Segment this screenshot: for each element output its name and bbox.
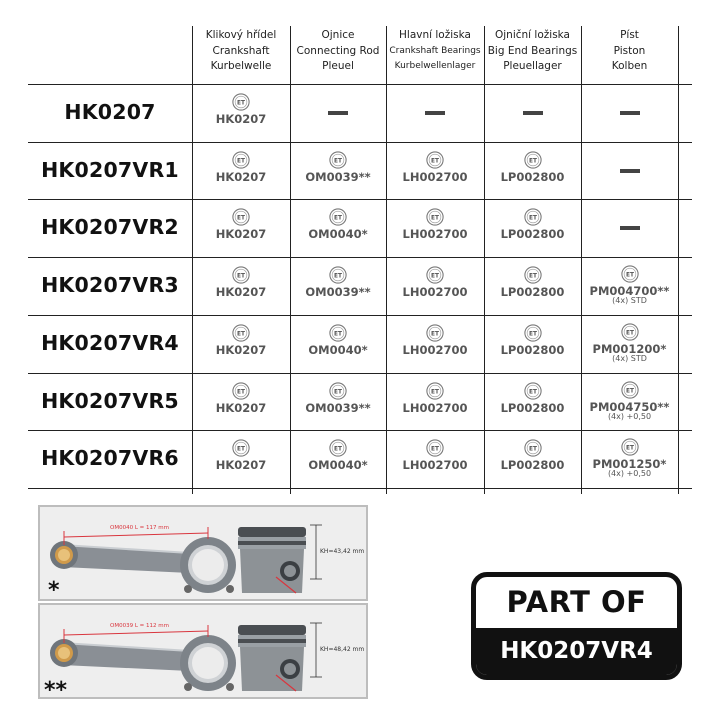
kit-code: HK0207: [64, 100, 156, 124]
kit-code: HK0207VR1: [41, 157, 179, 182]
et-logo-icon: [524, 439, 542, 457]
badge-kit-code: HK0207VR4: [476, 628, 677, 675]
row-divider: [28, 84, 692, 85]
row-divider: [28, 373, 692, 374]
column-divider: [290, 26, 291, 494]
photo-om0039: [38, 603, 368, 699]
column-header: [290, 28, 386, 84]
part-cell: [290, 151, 386, 184]
svg-text:ET: ET: [431, 331, 439, 338]
piston-image: [238, 625, 306, 691]
et-logo-icon: [232, 93, 250, 111]
row-divider: [28, 199, 692, 200]
not-included-dash: [620, 226, 640, 230]
part-cell: [193, 382, 289, 415]
part-cell: [193, 208, 289, 241]
part-cell: [387, 382, 483, 415]
et-logo-icon: [426, 324, 444, 342]
rod-length-label: OM0040 L = 117 mm: [110, 525, 169, 531]
svg-text:ET: ET: [528, 331, 537, 338]
not-included-dash: [328, 111, 348, 115]
part-cell: [485, 266, 581, 299]
part-number: LH002700: [402, 227, 468, 242]
rod-length-label: OM0039 L = 112 mm: [110, 623, 169, 629]
column-header: [484, 28, 581, 84]
part-number: LH002700: [402, 400, 468, 415]
row-divider: [28, 488, 692, 489]
et-logo-icon: [329, 324, 347, 342]
part-number: LH002700: [402, 169, 468, 184]
part-number: HK0207: [215, 169, 267, 184]
header-en: Crankshaft Bearings: [389, 45, 481, 56]
badge-title: PART OF: [506, 585, 647, 619]
part-cell: [485, 208, 581, 241]
column-header: [581, 28, 678, 84]
et-logo-icon: [329, 266, 347, 284]
double-asterisk-marker: **: [44, 678, 68, 703]
row-divider: [28, 315, 692, 316]
column-divider: [678, 26, 679, 494]
part-number: HK0207: [215, 112, 267, 126]
et-logo-icon: [232, 382, 250, 400]
piston-height-label: KH=43,42 mm: [320, 548, 365, 555]
part-number: OM0039**: [305, 169, 371, 184]
not-included-dash: [523, 111, 543, 115]
part-of-badge: [471, 572, 682, 680]
part-cell: [387, 439, 483, 472]
part-cell: [290, 208, 386, 241]
part-number: HK0207: [215, 285, 267, 300]
svg-text:ET: ET: [237, 446, 245, 453]
svg-text:ET: ET: [625, 272, 634, 279]
svg-text:ET: ET: [237, 331, 245, 338]
row-divider: [28, 142, 692, 143]
part-number: LP002800: [500, 458, 565, 473]
part-cell: [193, 439, 289, 472]
et-logo-icon: [426, 266, 444, 284]
et-logo-icon: [232, 439, 250, 457]
svg-text:ET: ET: [237, 215, 245, 222]
header-de: Kolben: [611, 60, 648, 72]
part-cell: [485, 324, 581, 357]
part-number: HK0207: [215, 458, 267, 473]
part-number: HK0207: [215, 400, 267, 415]
header-cz: Ojniční ložiska: [494, 29, 570, 41]
svg-text:ET: ET: [431, 273, 439, 280]
svg-text:ET: ET: [528, 446, 537, 453]
part-cell: [485, 151, 581, 184]
single-asterisk-marker: *: [48, 578, 60, 603]
et-logo-icon: [621, 323, 639, 341]
kit-code: HK0207VR3: [41, 273, 179, 298]
et-logo-icon: [329, 208, 347, 226]
svg-text:ET: ET: [431, 388, 439, 395]
part-quantity-note: (4x) +0,50: [607, 411, 652, 421]
et-logo-icon: [329, 382, 347, 400]
part-cell: [387, 151, 483, 184]
part-cell: [290, 324, 386, 357]
part-cell: [193, 151, 289, 184]
kit-code: HK0207VR6: [41, 446, 179, 471]
part-cell: [290, 266, 386, 299]
column-divider: [386, 26, 387, 494]
column-header: [386, 28, 484, 84]
kit-code: HK0207VR4: [41, 330, 179, 355]
svg-text:ET: ET: [237, 388, 245, 395]
kit-code: HK0207VR2: [41, 215, 179, 240]
et-logo-icon: [621, 438, 639, 456]
header-en: Connecting Rod: [296, 44, 380, 57]
part-number: OM0040*: [308, 458, 368, 473]
et-logo-icon: [621, 265, 639, 283]
et-logo-icon: [232, 208, 250, 226]
part-cell: [290, 439, 386, 472]
column-divider: [484, 26, 485, 494]
header-de: Pleuel: [322, 60, 354, 72]
svg-text:ET: ET: [528, 273, 537, 280]
svg-text:ET: ET: [334, 331, 342, 338]
part-cell: [387, 324, 483, 357]
part-cell: [290, 382, 386, 415]
piston-height-label: KH=48,42 mm: [320, 646, 365, 653]
photo-om0040: [38, 505, 368, 601]
svg-text:ET: ET: [625, 330, 634, 337]
svg-text:ET: ET: [625, 445, 634, 452]
part-cell: [387, 266, 483, 299]
et-logo-icon: [524, 382, 542, 400]
header-cz: Klikový hřídel: [205, 29, 277, 41]
kit-code: HK0207VR5: [41, 388, 179, 413]
svg-text:ET: ET: [334, 388, 342, 395]
et-logo-icon: [232, 266, 250, 284]
header-cz: Píst: [620, 29, 639, 41]
part-quantity-note: (4x) STD: [612, 296, 647, 306]
part-number: LH002700: [402, 285, 468, 300]
part-cell: [387, 208, 483, 241]
et-logo-icon: [621, 381, 639, 399]
et-logo-icon: [232, 151, 250, 169]
part-cell: [582, 265, 678, 305]
part-cell: [193, 93, 289, 126]
part-number: OM0039**: [305, 285, 371, 300]
svg-text:ET: ET: [334, 215, 342, 222]
svg-text:ET: ET: [528, 388, 537, 395]
column-divider: [581, 26, 582, 494]
svg-text:ET: ET: [237, 273, 245, 280]
row-divider: [28, 430, 692, 431]
header-en: Piston: [613, 44, 646, 57]
svg-text:ET: ET: [334, 446, 342, 453]
part-cell: [193, 324, 289, 357]
header-cz: Ojnice: [321, 29, 355, 41]
header-cz: Hlavní ložiska: [399, 29, 471, 41]
header-de: Pleuellager: [503, 60, 562, 72]
part-cell: [193, 266, 289, 299]
part-number: PM001250*: [592, 457, 667, 472]
et-logo-icon: [426, 151, 444, 169]
part-number: LP002800: [500, 400, 565, 415]
part-number: OM0040*: [308, 342, 368, 357]
piston-image: [238, 527, 306, 593]
et-logo-icon: [426, 208, 444, 226]
part-quantity-note: (4x) +0,50: [607, 469, 652, 479]
svg-text:ET: ET: [431, 158, 439, 165]
et-logo-icon: [426, 382, 444, 400]
svg-text:ET: ET: [625, 387, 634, 394]
header-en: Crankshaft: [212, 44, 270, 57]
part-number: LH002700: [402, 342, 468, 357]
svg-text:ET: ET: [528, 215, 537, 222]
part-number: LH002700: [402, 458, 468, 473]
et-logo-icon: [329, 151, 347, 169]
part-number: PM004700**: [589, 284, 670, 299]
connecting-rod-image: [50, 537, 236, 593]
column-header: [192, 28, 290, 84]
part-cell: [582, 323, 678, 363]
et-logo-icon: [524, 208, 542, 226]
svg-text:ET: ET: [334, 158, 342, 165]
svg-text:ET: ET: [431, 446, 439, 453]
connecting-rod-image: [50, 635, 236, 691]
svg-text:ET: ET: [528, 158, 537, 165]
part-number: PM001200*: [592, 341, 667, 356]
part-number: PM004750**: [589, 399, 670, 414]
not-included-dash: [620, 111, 640, 115]
part-cell: [485, 439, 581, 472]
part-number: OM0040*: [308, 227, 368, 242]
et-logo-icon: [426, 439, 444, 457]
not-included-dash: [425, 111, 445, 115]
part-number: LP002800: [500, 227, 565, 242]
svg-text:ET: ET: [237, 100, 245, 107]
part-number: HK0207: [215, 342, 267, 357]
header-en: Big End Bearings: [487, 44, 578, 57]
et-logo-icon: [524, 151, 542, 169]
part-number: LP002800: [500, 285, 565, 300]
et-logo-icon: [232, 324, 250, 342]
svg-text:ET: ET: [431, 215, 439, 222]
header-de: Kurbelwelle: [210, 60, 272, 72]
part-cell: [582, 438, 678, 478]
part-number: OM0039**: [305, 400, 371, 415]
row-divider: [28, 257, 692, 258]
part-number: LP002800: [500, 169, 565, 184]
part-number: HK0207: [215, 227, 267, 242]
svg-text:ET: ET: [334, 273, 342, 280]
svg-text:ET: ET: [237, 158, 245, 165]
parts-table: [28, 26, 692, 494]
not-included-dash: [620, 169, 640, 173]
header-de: Kurbelwellenlager: [394, 61, 476, 71]
et-logo-icon: [524, 266, 542, 284]
et-logo-icon: [524, 324, 542, 342]
part-quantity-note: (4x) STD: [612, 353, 647, 363]
part-cell: [485, 382, 581, 415]
part-number: LP002800: [500, 342, 565, 357]
part-cell: [582, 381, 678, 421]
et-logo-icon: [329, 439, 347, 457]
